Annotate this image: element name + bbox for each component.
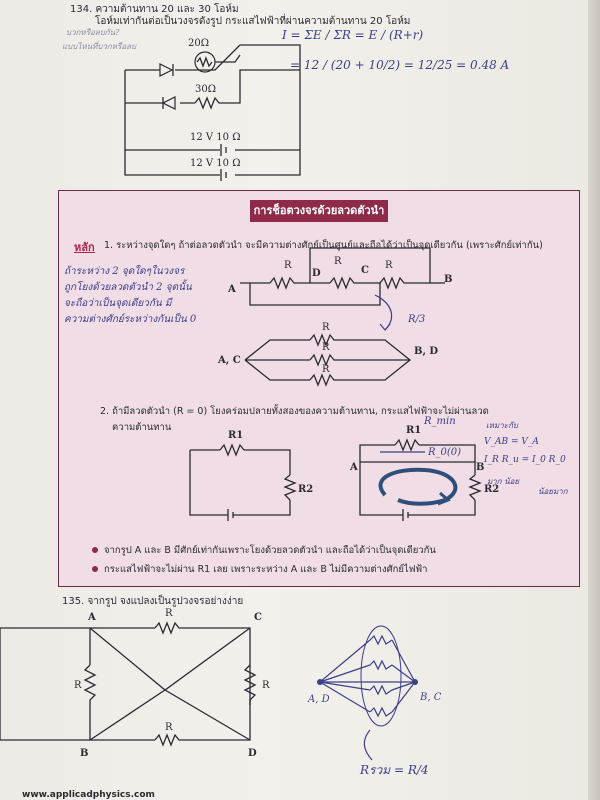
- p135-R-left: R: [74, 680, 82, 691]
- calc-line-2: = 12 / (20 + 10/2) = 12/25 = 0.48 A: [290, 58, 510, 72]
- fig2-right-R2: R2: [484, 484, 500, 495]
- fig2-hw-side-2: V_AB = V_A: [484, 437, 539, 447]
- hw-note-line-1: ถ้าระหว่าง 2 จุดใดๆในวงจร: [64, 266, 185, 277]
- problem-134-heading: 134. ความต้านทาน 20 และ 30 โอห์ม: [70, 4, 239, 15]
- r30-label: 30Ω: [195, 84, 217, 95]
- margin-note-1: บวกหรือลบกัน?: [66, 28, 120, 37]
- fig1-left-node: A, C: [218, 355, 241, 366]
- p135-hw-result: Rรวม = R/4: [360, 763, 429, 777]
- fig1-p-R3: R: [322, 364, 330, 375]
- hw-note-line-2: ถูกโยงด้วยลวดตัวนำ 2 จุดนั้น: [64, 282, 192, 293]
- fig2-B: B: [476, 462, 485, 473]
- hw-note-line-3: จะถือว่าเป็นจุดเดียวกัน มี: [64, 298, 172, 309]
- fig1-B: B: [444, 274, 453, 285]
- r20-label: 20Ω: [188, 38, 210, 49]
- margin-note-2: แบบไหนที่บวกหรือลบ: [62, 42, 137, 51]
- calc-line-1: I = ΣE / ΣR = E / (R+r): [282, 28, 424, 42]
- hw-note-line-4: ความต่างศักย์ระหว่างกันเป็น 0: [64, 314, 197, 325]
- footer-url: www.applicadphysics.com: [22, 790, 155, 800]
- fig1-right-node: B, D: [414, 346, 439, 357]
- fig2-right-R1: R1: [406, 425, 422, 436]
- p135-R-bottom: R: [165, 722, 173, 733]
- p135-D: D: [248, 748, 257, 759]
- fig1-C: C: [361, 265, 369, 276]
- problem-134-text: โอห์มเท่ากันต่อเป็นวงจรดังรูป กระแสไฟฟ้าที่ผ่านความต้านทาน 20 โอห์ม: [95, 16, 411, 27]
- p135-hw-left: A, D: [308, 694, 330, 705]
- p135-A: A: [88, 612, 96, 623]
- principle-label: หลัก: [74, 241, 95, 254]
- p135-R-top: R: [165, 608, 173, 619]
- page-edge: [588, 0, 600, 800]
- section-banner: การช็อตวงจรด้วยลวดตัวนำ: [250, 200, 388, 222]
- problem-135-heading: 135. จากรูป จงแปลงเป็นรูปวงจรอย่างง่าย: [62, 596, 244, 607]
- fig1-result: R/3: [408, 314, 426, 325]
- fig2-A: A: [350, 462, 358, 473]
- rule-2-line-2: ความต้านทาน: [112, 422, 172, 433]
- fig2-hw-side-3: I_R R_u = I_0 R_0: [484, 455, 566, 465]
- p135-R-right: R: [262, 680, 270, 691]
- fig1-p-R1: R: [322, 322, 330, 333]
- battery-1-label: 12 V 10 Ω: [190, 132, 241, 143]
- p135-hw-right: B, C: [420, 692, 442, 703]
- fig1-D: D: [312, 268, 321, 279]
- rule-1: 1. ระหว่างจุดใดๆ ถ้าต่อลวดตัวนำ จะมีความต่างศักย์เป็นศูนย์และถือได้ว่าเป็นจุดเดียวกัน (เพราะศักย์เท่ากัน): [104, 240, 543, 251]
- fig1-R2: R: [334, 256, 342, 267]
- fig2-left-R1: R1: [228, 430, 244, 441]
- fig1-R1: R: [284, 260, 292, 271]
- fig2-left-R2: R2: [298, 484, 314, 495]
- bullet-2: กระแสไฟฟ้าจะไม่ผ่าน R1 เลย เพราะระหว่าง A และ B ไม่มีความต่างศักย์ไฟฟ้า: [104, 564, 428, 575]
- fig1-p-R2: R: [322, 342, 330, 353]
- rule-2-line-1: 2. ถ้ามีลวดตัวนำ (R = 0) โยงคร่อมปลายทั้งสองของความต้านทาน, กระแสไฟฟ้าจะไม่ผ่านลวด: [100, 406, 489, 417]
- p135-B: B: [80, 748, 89, 759]
- p135-C: C: [254, 612, 262, 623]
- fig1-A: A: [228, 284, 236, 295]
- bullet-1: จากรูป A และ B มีศักย์เท่ากันเพราะโยงด้วยลวดตัวนำ และถือได้ว่าเป็นจุดเดียวกัน: [104, 545, 436, 556]
- fig2-hw-side-1: เหมาะกับ: [486, 421, 518, 430]
- fig1-R3: R: [385, 260, 393, 271]
- fig2-hw-more: มาก น้อย: [487, 477, 520, 486]
- fig2-hw-rmin: R_min: [424, 416, 456, 427]
- fig2-hw-less: น้อยมาก: [538, 487, 568, 496]
- fig2-hw-r0: R_0(0): [428, 447, 462, 458]
- battery-2-label: 12 V 10 Ω: [190, 158, 241, 169]
